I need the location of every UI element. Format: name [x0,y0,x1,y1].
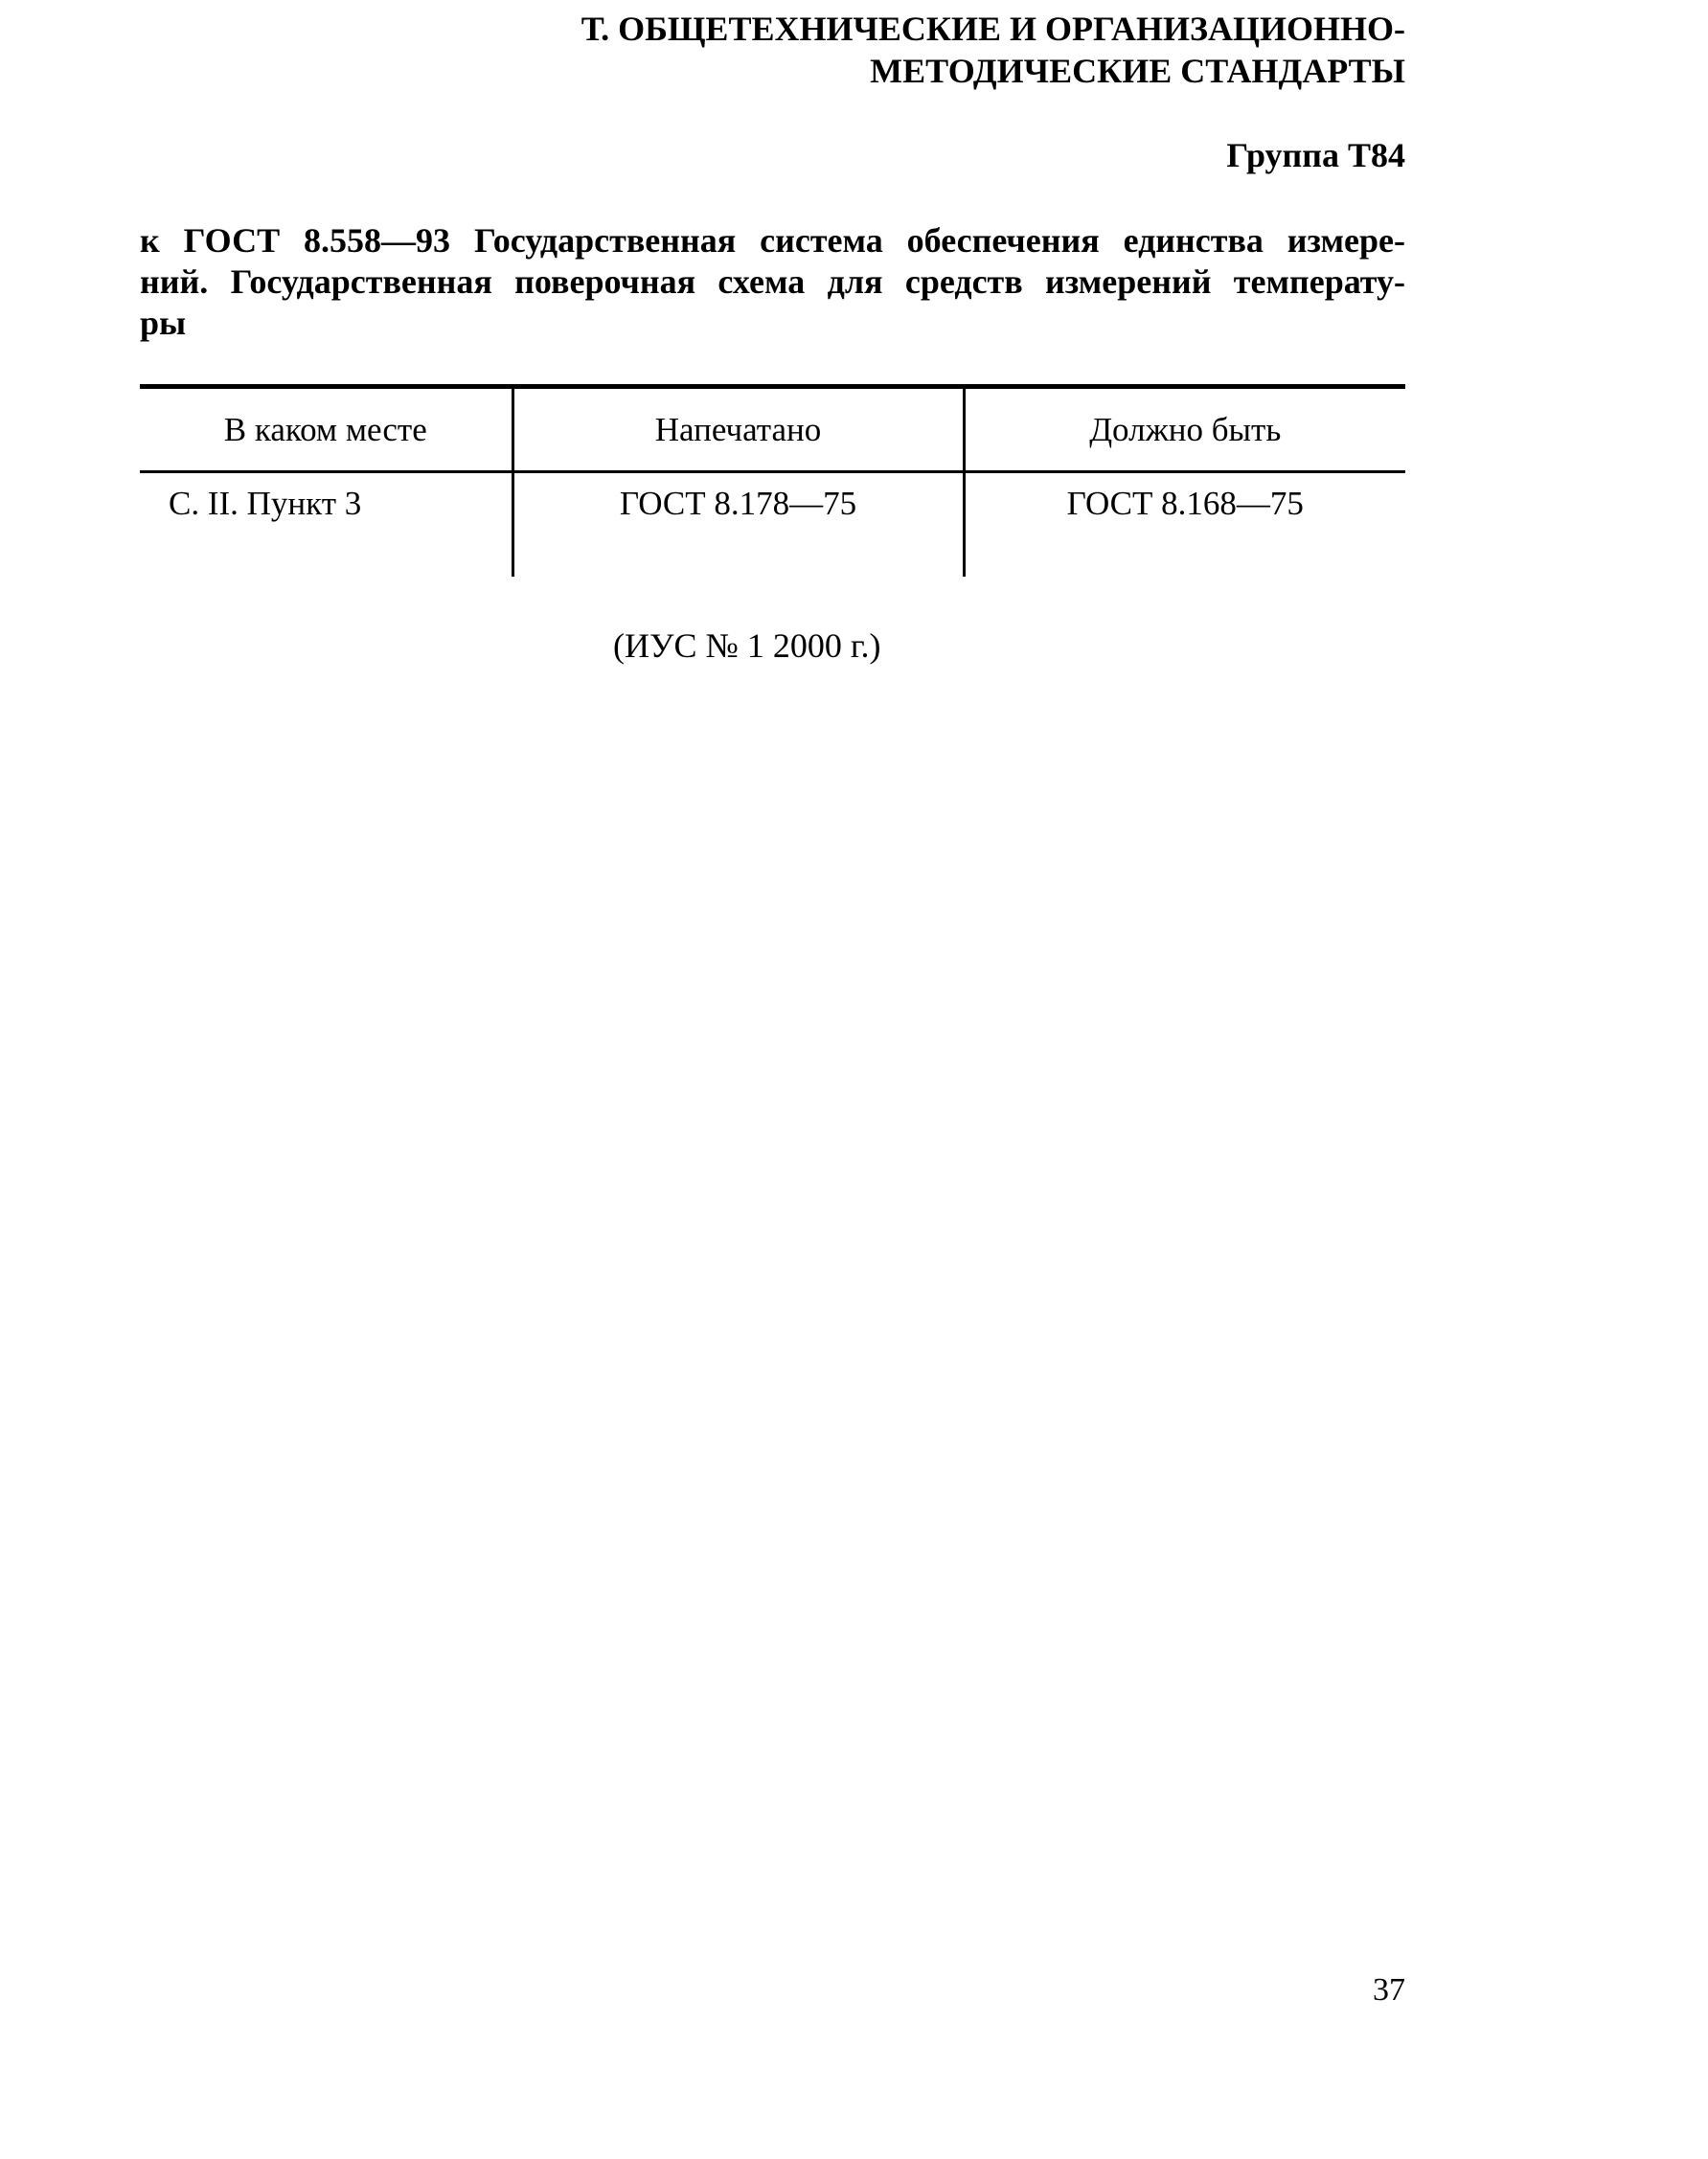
cell-location: С. II. Пункт 3 [169,485,362,522]
group-label: Группа Т84 [1226,136,1405,174]
page-number: 37 [1373,1972,1405,2008]
section-heading [383,8,1405,92]
header-should-be: Должно быть [964,387,1405,472]
amendment-title [140,220,1405,344]
source-note: (ИУС № 1 2000 г.) [613,626,881,665]
amendment-title-line-3: ры [140,304,187,342]
header-location: В каком месте [140,387,512,472]
section-heading-line-2: МЕТОДИЧЕСКИЕ СТАНДАРТЫ [870,52,1405,90]
header-printed: Напечатано [512,387,964,472]
amendment-table [140,384,1405,577]
table-row [140,472,1405,578]
section-heading-line-1: Т. ОБЩЕТЕХНИЧЕСКИЕ И ОРГАНИЗАЦИОННО- [581,10,1405,48]
cell-should-be: ГОСТ 8.168—75 [964,472,1405,578]
cell-printed: ГОСТ 8.178—75 [512,472,964,578]
amendment-title-line-1: к ГОСТ 8.558—93 Государственная система обеспечения единства измере- [140,221,1405,260]
table-header-row [140,387,1405,472]
amendment-title-line-2: ний. Государственная поверочная схема для средств измерений температу- [140,262,1405,301]
